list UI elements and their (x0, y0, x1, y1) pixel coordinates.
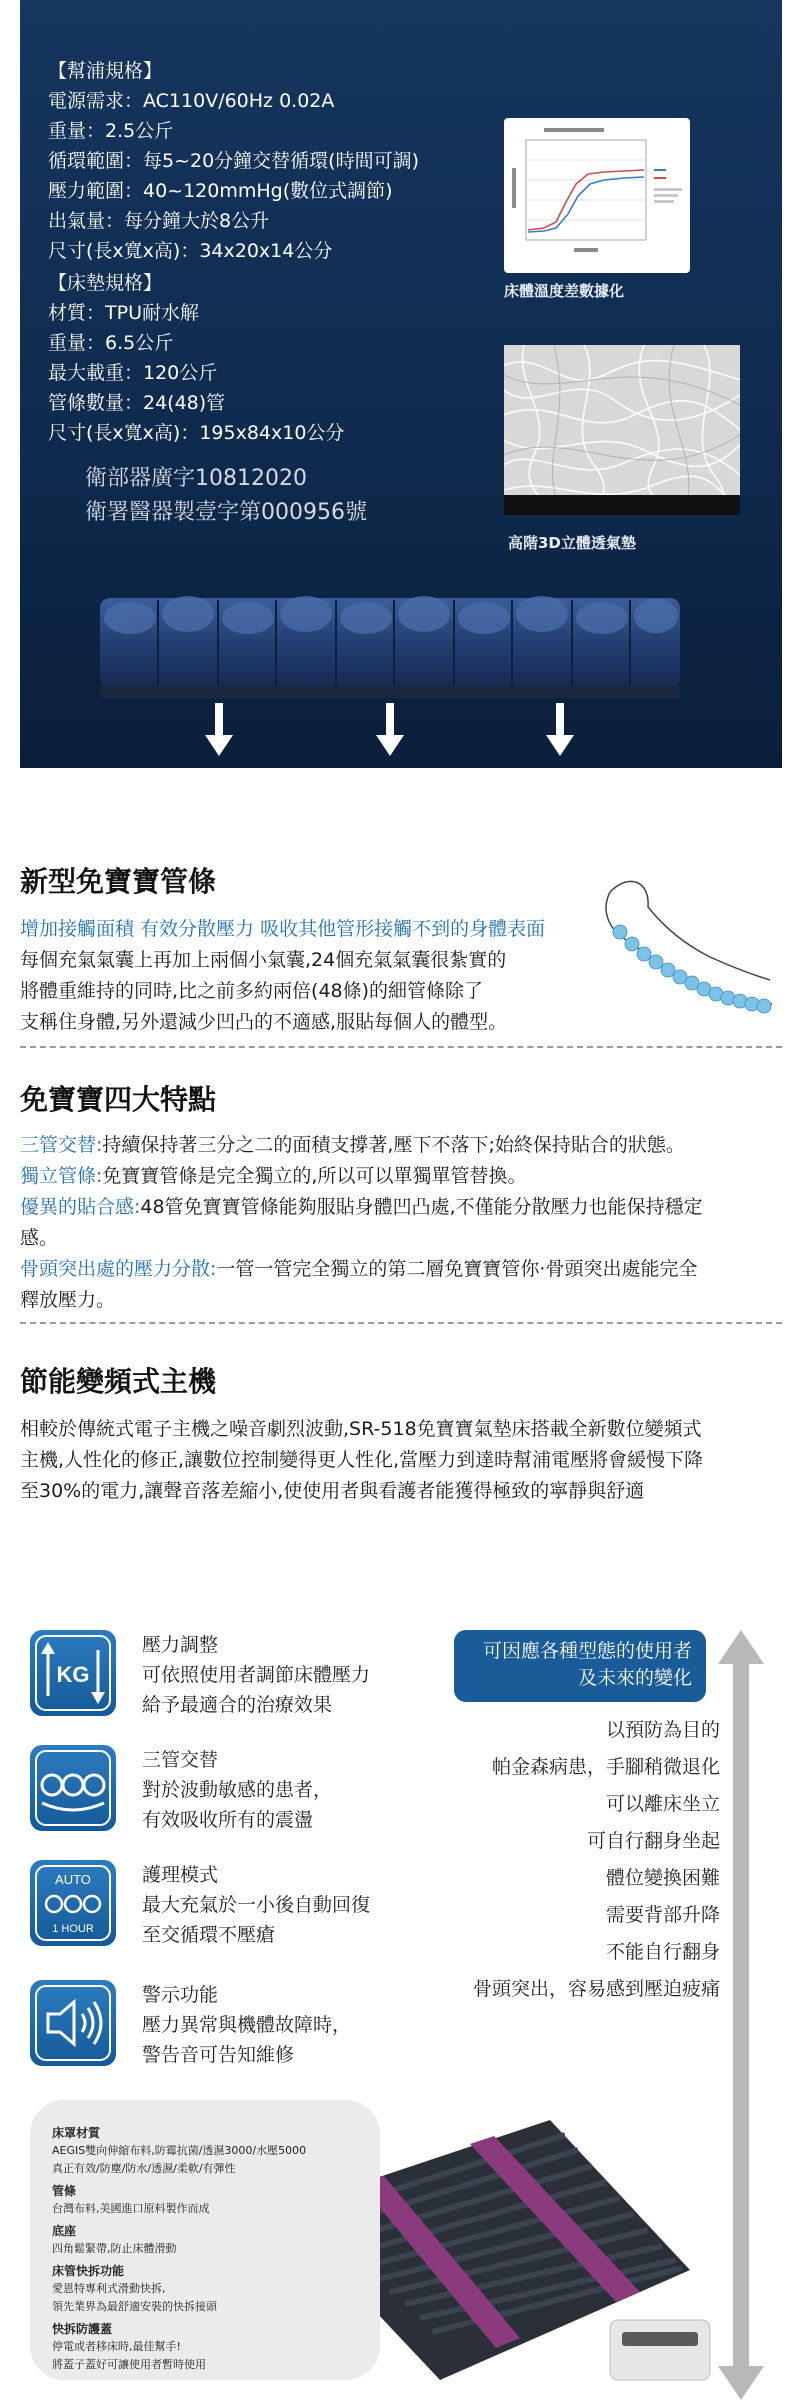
pump-specs (48, 56, 419, 266)
section-four-features (20, 1078, 782, 1316)
feature-text (142, 1745, 332, 1835)
feature-text (142, 1630, 370, 1720)
condition-item: 體位變換困難 (605, 1867, 720, 1889)
pump-specs-heading: 【幫浦規格】 (48, 60, 163, 82)
feature-title: 壓力調整 (142, 1634, 219, 1656)
condition-item: 骨頭突出，容易感到壓迫疲痛 (472, 1978, 720, 2000)
pump-spec-row: 電源需求：AC110V/60Hz 0.02A (48, 90, 335, 112)
temperature-chart-image (504, 118, 690, 273)
material-line: AEGIS雙向伸縮布料,防霉抗菌/透濕3000/水壓5000 (52, 2144, 307, 2157)
section-line: 至30%的電力,讓聲音落差縮小,使使用者與看護者能獲得極致的寧靜與舒適 (20, 1480, 645, 1502)
material-line: 停電或者移床時,最佳幫手! (52, 2340, 181, 2353)
three-tube-icon (30, 1745, 116, 1831)
feature-item (20, 1161, 782, 1192)
kg-icon (30, 1630, 116, 1716)
air-cell-mattress-illustration (100, 578, 680, 763)
feature-label: 三管交替: (20, 1134, 103, 1156)
registration-numbers (85, 462, 367, 530)
feature-text: 一管一管完全獨立的第二層免寶寶管你‧骨頭突出處能完全 (216, 1258, 698, 1280)
material-line: 四角鬆緊帶,防止床體滑動 (52, 2242, 177, 2255)
section-line: 每個充氣氣囊上再加上兩個小氣囊,24個充氣氣囊很紮實的 (20, 949, 507, 971)
body-on-tubes-illustration (590, 862, 780, 1022)
material-title: 快拆防護蓋 (52, 2322, 113, 2336)
dashed-divider (20, 1046, 782, 1048)
pad-spec-row: 材質：TPU耐水解 (48, 302, 199, 324)
feature-desc: 壓力異常與機體故障時， (142, 2014, 352, 2036)
feature-desc: 有效吸收所有的震盪 (142, 1809, 314, 1831)
pad-specs-heading: 【床墊規格】 (48, 272, 163, 294)
feature-desc: 可依照使用者調節床體壓力 (142, 1664, 371, 1686)
pump-spec-row: 重量：2.5公斤 (48, 120, 174, 142)
material-line: 台灣布料,美國進口原料製作而成 (52, 2202, 210, 2215)
material-title: 管條 (52, 2184, 77, 2198)
condition-item: 需要背部升降 (605, 1904, 720, 1926)
feature-item (20, 1130, 782, 1161)
feature-item-continued: 感。 (20, 1227, 59, 1249)
dashed-divider (20, 1322, 782, 1324)
material-line: 將蓋子蓋好可讓使用者暫時使用 (52, 2358, 206, 2371)
speaker-icon (30, 1980, 116, 2066)
pad-spec-row: 尺寸(長x寬x高)：195x84x10公分 (48, 422, 345, 444)
feature-label: 骨頭突出處的壓力分散: (20, 1258, 217, 1280)
callout-line: 可因應各種型態的使用者 (482, 1640, 692, 1662)
feature-text: 持續保持著三分之二的面積支撐著,壓下不落下;始終保持貼合的狀態。 (102, 1134, 685, 1156)
3d-fiber-graphic (504, 345, 740, 515)
condition-item: 不能自行翻身 (605, 1941, 720, 1963)
registration-line: 衛署醫器製壹字第000956號 (85, 500, 367, 525)
section-line: 支稱住身體,另外還減少凹凸的不適感,服貼每個人的體型。 (20, 1011, 508, 1033)
material-line: 愛恩特專利式滑動快拆, (52, 2282, 166, 2295)
hour-label: 1 HOUR (52, 1923, 94, 1935)
section-line: 將體重維持的同時,比之前多約兩倍(48條)的細管條除了 (20, 980, 484, 1002)
spec-panel (20, 0, 782, 768)
pump-spec-row: 出氣量：每分鐘大於8公升 (48, 210, 270, 232)
pad-spec-row: 最大載重：120公斤 (48, 362, 218, 384)
feature-desc: 至交循環不壓瘡 (142, 1924, 276, 1946)
feature-desc: 最大充氣於一小後自動回復 (142, 1894, 371, 1916)
material-info-box (30, 2100, 380, 2380)
feature-desc: 對於波動敏感的患者， (142, 1779, 333, 1801)
condition-item: 可以離床坐立 (605, 1793, 720, 1815)
section-line: 相較於傳統式電子主機之噪音劇烈波動,SR-518免寶寶氣墊床搭載全新數位變頻式 (20, 1418, 702, 1440)
feature-desc: 給予最適合的治療效果 (142, 1694, 333, 1716)
material-line: 真正有效/防塵/防水/透濕/柔軟/有彈性 (52, 2162, 236, 2175)
temperature-chart-graphic (504, 118, 690, 273)
pump-spec-row: 循環範圍：每5~20分鐘交替循環(時間可調) (48, 150, 420, 172)
registration-line: 衛部器廣字10812020 (85, 466, 307, 491)
pump-spec-row: 尺寸(長x寬x高)：34x20x14公分 (48, 240, 333, 262)
double-arrow-icon (716, 1630, 766, 2400)
section-inverter-pump (20, 1360, 782, 1507)
feature-item (20, 1254, 782, 1285)
fiber-caption: 高階3D立體透氣墊 (508, 534, 636, 552)
material-line: 領先業界為最舒適安裝的快拆接頭 (52, 2300, 217, 2313)
material-title: 床管快拆功能 (52, 2264, 125, 2278)
pad-spec-row: 管條數量：24(48)管 (48, 392, 226, 414)
kg-label: KG (56, 1662, 90, 1687)
condition-item: 帕金森病患，手腳稍微退化 (491, 1756, 720, 1778)
chart-caption: 床體溫度差數據化 (504, 282, 625, 300)
section-title: 免寶寶四大特點 (20, 1084, 217, 1115)
feature-text (142, 1860, 370, 1950)
user-type-callout (454, 1630, 706, 1702)
material-title: 底座 (52, 2224, 77, 2238)
feature-desc: 警告音可告知維修 (142, 2044, 295, 2066)
section-title: 節能變頻式主機 (20, 1366, 217, 1397)
section-title: 新型免寶寶管條 (20, 866, 217, 897)
feature-title: 三管交替 (142, 1749, 219, 1771)
section-subtitle: 增加接觸面積 有效分散壓力 吸收其他管形接觸不到的身體表面 (20, 918, 546, 940)
feature-title: 護理模式 (142, 1864, 219, 1886)
condition-list (420, 1712, 720, 2008)
feature-text (142, 1980, 351, 2070)
auto-mode-icon (30, 1860, 116, 1946)
feature-label: 優異的貼合感: (20, 1196, 141, 1218)
feature-label: 獨立管條: (20, 1165, 103, 1187)
feature-item-continued: 釋放壓力。 (20, 1289, 116, 1311)
material-title: 床罩材質 (52, 2126, 101, 2140)
feature-item (20, 1192, 782, 1223)
auto-label: AUTO (55, 1872, 91, 1887)
pad-specs (48, 268, 344, 448)
section-line: 主機,人性化的修正,讓數位控制變得更人性化,當壓力到達時幫浦電壓將會緩慢下降 (20, 1449, 704, 1471)
pump-spec-row: 壓力範圍：40~120mmHg(數位式調節) (48, 180, 393, 202)
condition-item: 可自行翻身坐起 (586, 1830, 720, 1852)
feature-text: 48管免寶寶管條能夠服貼身體凹凸處,不僅能分散壓力也能保持穩定 (140, 1196, 703, 1218)
3d-fiber-image (504, 345, 740, 515)
callout-line: 及未來的變化 (577, 1667, 692, 1689)
feature-title: 警示功能 (142, 1984, 219, 2006)
condition-item: 以預防為目的 (605, 1719, 720, 1741)
pad-spec-row: 重量：6.5公斤 (48, 332, 174, 354)
feature-text: 免寶寶管條是完全獨立的,所以可以單獨單管替換。 (102, 1165, 527, 1187)
